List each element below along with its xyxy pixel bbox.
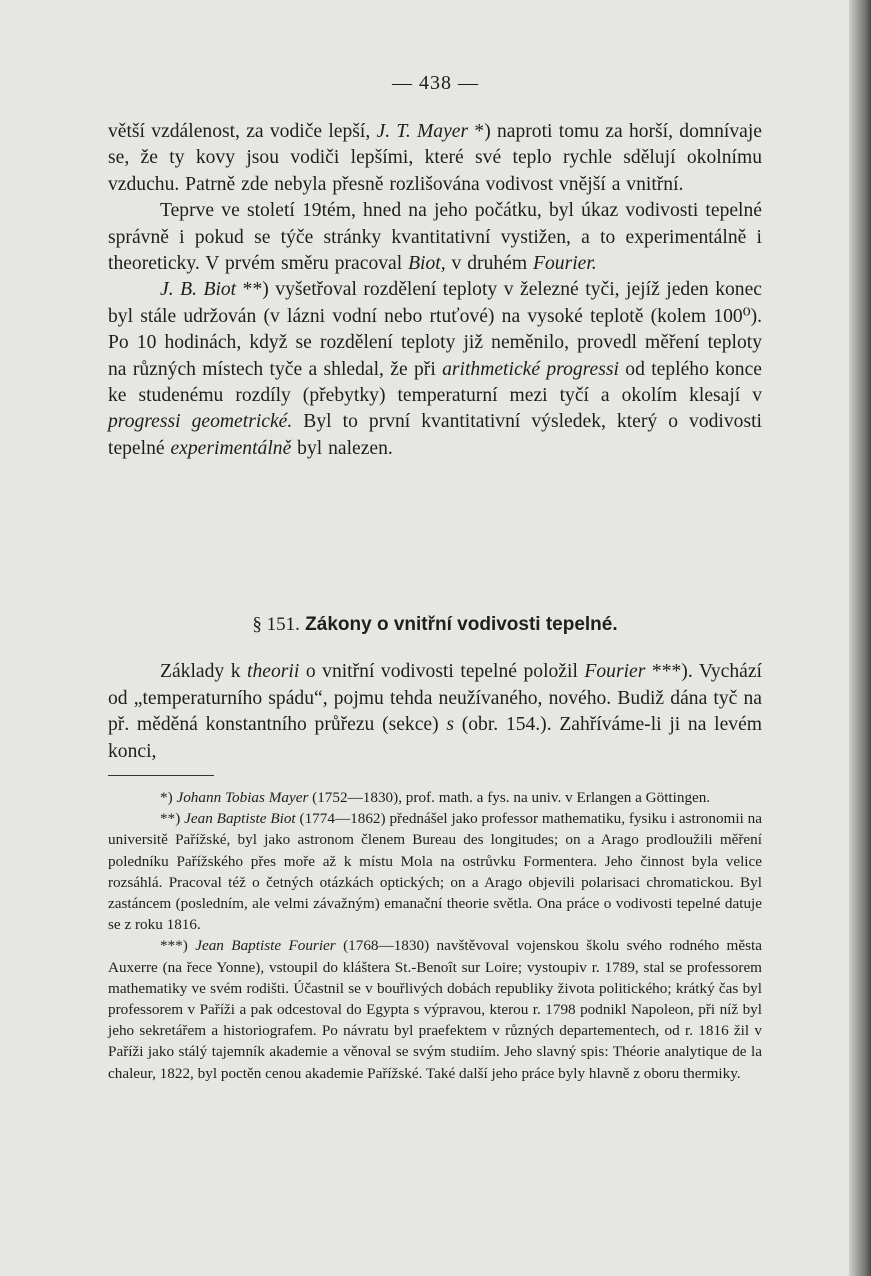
section-heading	[108, 614, 762, 636]
footnote-2-mark: **)	[160, 810, 185, 828]
paragraph-1-text-a: větší vzdálenost, za vodiče lepší,	[108, 121, 377, 142]
name-jb-biot: J. B. Biot	[160, 279, 237, 301]
footnote-2-name: Jean Baptiste Biot	[184, 810, 296, 828]
paragraph-1-text-b: *) naproti tomu za horší, domnívaje se, že ty kovy jsou vodiči lepšími, které své teplo rychle sdělují okolnímu vzduchu. Patrně zde nebyla přesně rozlišována vodivost vnější a vnitřní.	[108, 121, 762, 195]
symbol-s: s	[446, 714, 454, 736]
paragraph-4-text-c: ***). Vychází od „temperaturního spádu“, pojmu tehda neužívaného, nového. Budiž dána tyč na př. měděná konstantního průřezu (sekce)	[108, 661, 762, 736]
footnote-3-mark: ***)	[160, 937, 196, 955]
section-number: § 151.	[252, 614, 300, 635]
paragraph-3-text-a: **) vyšetřoval rozdělení teploty v železné tyči, jejíž jeden konec byl stále udržován (v lázni vodní nebo rtuťové) na vysoké teplotě (kolem 100⁰). Po 10 hodinách, když se rozdělení teploty již neměnilo, provedl měření teploty na různých místech tyče a shledal, že při	[108, 279, 762, 380]
footnote-2	[108, 808, 762, 935]
paragraph-3-text-c: Byl to první kvantitativní výsledek, který o vodivosti tepelné	[108, 411, 762, 459]
footnote-1-name: Johann Tobias Mayer	[176, 789, 309, 806]
paragraph-4-text-a: Základy k	[160, 661, 248, 682]
page-number: — 438 —	[392, 72, 479, 94]
name-fourier-2: Fourier	[584, 661, 646, 682]
term-experimentally: experimentálně	[170, 437, 292, 459]
name-fourier: Fourier.	[533, 253, 597, 275]
paragraph-2	[108, 198, 762, 277]
footnote-1-text: (1752—1830), prof. math. a fys. na univ. v Erlangen a Göttingen.	[308, 789, 711, 806]
name-mayer: J. T. Mayer	[376, 121, 469, 142]
paragraph-3-text-d: byl nalezen.	[291, 437, 393, 459]
paragraph-1	[108, 119, 762, 198]
term-arithmetic-progression: arithmetické progressi	[442, 358, 619, 380]
footnote-3-name: Jean Baptiste Fourier	[195, 937, 336, 955]
footnote-3	[108, 935, 762, 1083]
page-edge-shadow	[849, 0, 871, 1276]
paragraph-4-text-d: (obr. 154.). Zahříváme-li ji na levém konci,	[108, 714, 763, 762]
footnote-1	[108, 787, 762, 808]
paragraph-4-text-b: o vnitřní vodivosti tepelné položil	[299, 661, 585, 682]
paragraph-2-text-b: v druhém	[445, 253, 534, 275]
paragraph-3-text-b: od teplého konce ke studenému rozdíly (přebytky) temperaturní mezi tyčí a okolím klesají v	[108, 358, 763, 407]
paragraph-3	[108, 277, 762, 462]
main-text	[108, 119, 762, 462]
footnotes	[108, 787, 762, 1084]
footnote-3-text: (1768—1830) navštěvoval vojenskou školu svého rodného města Auxerre (na řece Yonne), vstoupil do kláštera St.-Benoît sur Loire; vystoupiv r. 1789, stal se professorem mathematiky ve svém rodišti. Účastnil se v bouřlivých dobách republiky života politického; krátký čas byl professorem v Paříži a pak odcestoval do Egypta s výpravou, kterou r. 1798 podnikl Napoleon, při níž byl jeho sekretářem a historiografem. Po návratu byl praefektem v různých departementech, od r. 1816 žil v Paříži jako stálý tajemník akademie a věnoval se svým studiím. Jeho slavný spis: Théorie analytique de la chaleur, 1822, byl poctěn cenou akademie Pařížské. Také další jeho práce byly hlavně z oboru thermiky.	[108, 937, 762, 1082]
term-geometric-progression: progressi geometrické.	[108, 411, 293, 433]
footnote-2-text: (1774—1862) přednášel jako professor mathematiku, fysiku i astronomii na universitě Pařížské, byl jako astronom členem Bureau des longitudes; on a Arago prodloužili měření poledníku Pařížského přes moře až k místu Mola na ostrůvku Formentera. Jeho činnost byla velice rozsáhlá. Pracoval též o četných otázkách optických; on a Arago objevili polarisaci chromatickou. Byl zastáncem (posledním, ale velmi závažným) emanační theorie světla. Ona práce o vodivosti tepelné datuje se z roku 1816.	[108, 810, 762, 934]
footnote-rule	[108, 775, 214, 776]
section-title: Zákony o vnitřní vodivosti tepelné.	[305, 614, 618, 635]
name-biot: Biot,	[408, 253, 446, 275]
main-text-2	[108, 659, 762, 765]
paragraph-4	[108, 659, 762, 765]
term-theory: theorii	[247, 661, 300, 682]
paragraph-2-text-a: Teprve ve století 19tém, hned na jeho počátku, byl úkaz vodivosti tepelné správně i pokud se týče stránky kvantitativní vystižen, a to experimentálně i theoreticky. V prvém směru pracoval	[108, 200, 762, 275]
footnote-1-mark: *)	[160, 789, 177, 806]
